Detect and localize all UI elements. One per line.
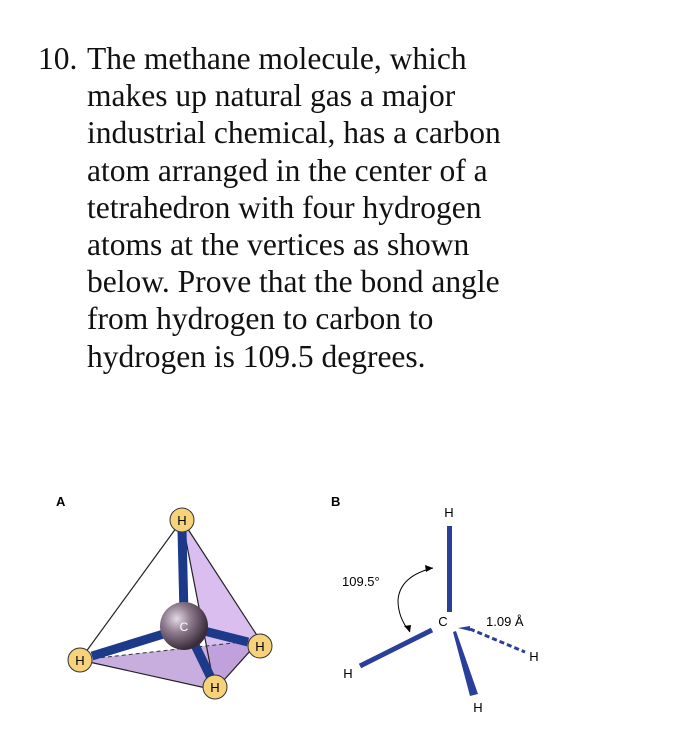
arrowhead-top <box>425 565 433 572</box>
hydrogen-label: H <box>75 653 85 668</box>
hydrogen-label: H <box>255 639 265 654</box>
bond-angle-label: 109.5° <box>342 574 380 589</box>
bond-dashed <box>470 629 525 652</box>
bond-dash-base <box>458 626 470 631</box>
problem-line: tetrahedron with four hydrogen <box>87 189 482 225</box>
problem-line: The methane molecule, which <box>87 41 467 76</box>
problem-line: atom arranged in the center of a <box>87 152 488 188</box>
bond-length-label: 1.09 Å <box>486 614 524 629</box>
problem-line: industrial chemical, has a carbon <box>87 115 501 151</box>
problem-line: makes up natural gas a major <box>87 78 456 114</box>
problem-line: from hydrogen to carbon to <box>87 301 434 337</box>
bond-wedge <box>453 631 478 696</box>
figure-a-label: A <box>56 494 66 509</box>
hydrogen-label: H <box>210 680 220 695</box>
figure-b-label: B <box>331 494 341 509</box>
arrowhead-bottom <box>404 625 411 632</box>
problem-line: atoms at the vertices as shown <box>87 227 470 263</box>
hydrogen-label: H <box>177 513 187 528</box>
figure-a-tetrahedron <box>50 490 310 720</box>
bond-left <box>360 630 432 666</box>
problem-number: 10. <box>38 41 78 76</box>
hydrogen-top-label: H <box>444 505 454 520</box>
problem-text <box>38 40 658 375</box>
carbon-label: C <box>438 614 448 629</box>
problem-line: hydrogen is 109.5 degrees. <box>87 338 426 374</box>
bond-top <box>447 526 452 612</box>
hydrogen-bottom-label: H <box>473 700 483 715</box>
figure-b-structure <box>320 490 580 720</box>
hydrogen-right-label: H <box>529 649 539 664</box>
angle-arc-arrow <box>398 568 433 632</box>
problem-line: below. Prove that the bond angle <box>87 264 500 300</box>
hydrogen-left-label: H <box>343 666 353 681</box>
carbon-label: C <box>179 620 189 634</box>
